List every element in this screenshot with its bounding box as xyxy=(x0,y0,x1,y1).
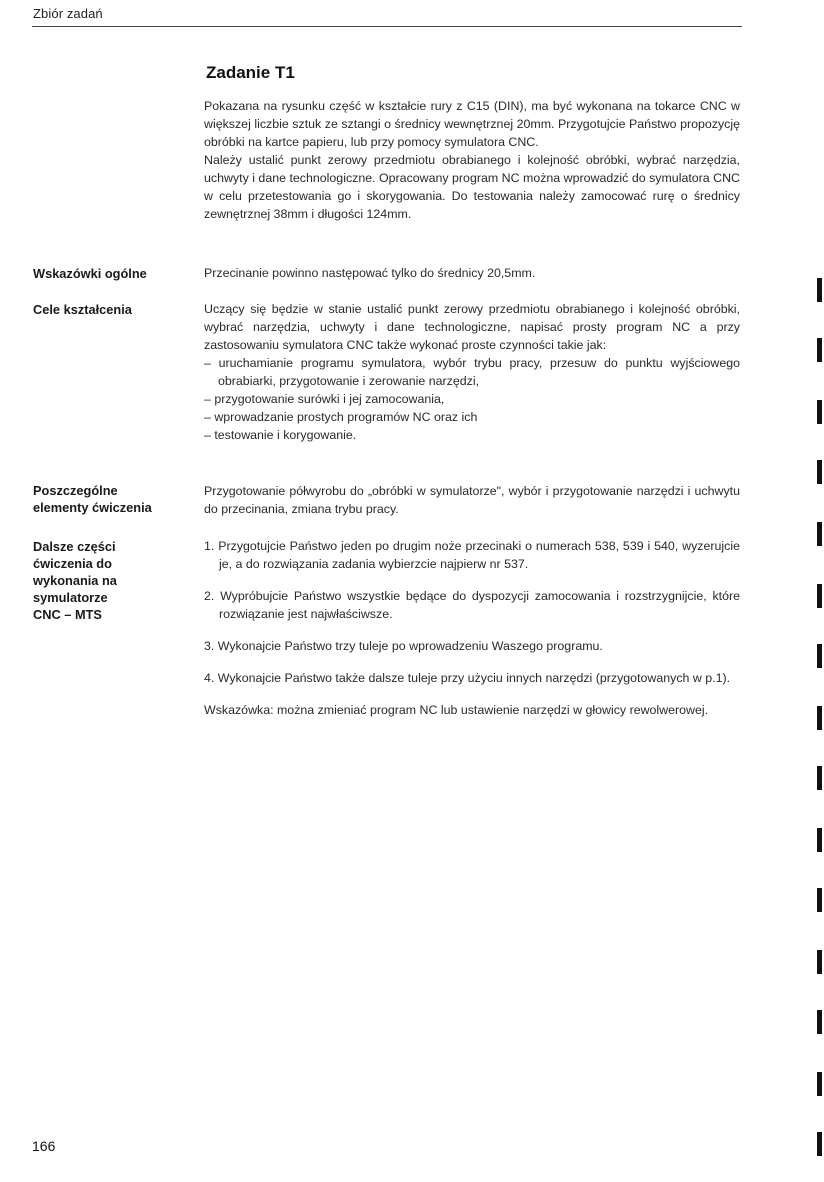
edge-mark xyxy=(817,400,822,424)
edge-mark xyxy=(817,1010,822,1034)
edge-mark xyxy=(817,706,822,730)
label-line: elementy ćwiczenia xyxy=(33,500,152,515)
page-number: 166 xyxy=(32,1138,56,1154)
label-learning-goals xyxy=(33,301,183,318)
label-general-guidelines-text: Wskazówki ogólne xyxy=(33,266,147,281)
label-line: symulatorze xyxy=(33,590,108,605)
edge-mark xyxy=(817,460,822,484)
edge-mark xyxy=(817,888,822,912)
label-line: wykonania na xyxy=(33,573,117,588)
running-head: Zbiór zadań xyxy=(33,6,103,21)
exercise-elements-text: Przygotowanie półwyrobu do „obróbki w symulatorze", wybór i przygotowanie narzędzi i uchwytu do przecinania, zmiana trybu pracy. xyxy=(204,484,740,516)
label-line: Poszczególne xyxy=(33,483,118,498)
edge-mark xyxy=(817,1072,822,1096)
label-general-guidelines xyxy=(33,265,183,282)
edge-mark xyxy=(817,522,822,546)
task-item: 1. Przygotujcie Państwo jeden po drugim noże przecinaki o numerach 538, 539 i 540, wyzerujcie je, a do rozwiązania zadania wybierzcie najpierw nr 537. xyxy=(204,539,740,571)
edge-mark xyxy=(817,644,822,668)
general-guidelines-text: Przecinanie powinno następować tylko do średnicy 20,5mm. xyxy=(204,266,536,280)
list-item: – uruchamianie programu symulatora, wybór trybu pracy, przesuw do punktu wyjściowego obrabiarki, przygotowanie i zerowanie narzędzi, xyxy=(204,356,740,388)
list-item: – wprowadzanie prostych programów NC oraz ich xyxy=(204,410,478,424)
exercise-elements-block xyxy=(204,482,740,518)
label-exercise-elements xyxy=(33,482,183,516)
list-item: – testowanie i korygowanie. xyxy=(204,428,357,442)
learning-goals-list xyxy=(204,354,740,444)
edge-mark xyxy=(817,950,822,974)
task-item: 2. Wypróbujcie Państwo wszystkie będące do dyspozycji zamocowania i rozstrzygnijcie, które rozwiązanie jest najwłaściwsze. xyxy=(204,589,740,621)
edge-mark xyxy=(817,584,822,608)
task-item: 3. Wykonajcie Państwo trzy tuleje po wprowadzeniu Waszego programu. xyxy=(204,639,603,653)
list-item: – przygotowanie surówki i jej zamocowania, xyxy=(204,392,445,406)
edge-mark xyxy=(817,1132,822,1156)
page-title: Zadanie T1 xyxy=(206,63,295,82)
learning-goals-text: Uczący się będzie w stanie ustalić punkt zerowy przedmiotu obrabianego i kolejność obróbki, wybrać narzędzia, uchwyty i dane technologiczne, napisać prosty program NC a przy zastosowaniu symulatora CNC także wykonać proste czynności takie jak: xyxy=(204,302,740,352)
general-guidelines-block xyxy=(204,264,740,282)
edge-marks xyxy=(817,0,824,1182)
label-line: ćwiczenia do xyxy=(33,556,112,571)
intro-paragraph-2: Należy ustalić punkt zerowy przedmiotu obrabianego i kolejność obróbki, wybrać narzędzia, uchwyty i dane technologiczne. Opracowany program NC można wprowadzić do symulatora CNC w celu przetestowania go i skorygowania. Do testowania należy zamocować rurę o średnicy zewnętrznej 38mm i długości 124mm. xyxy=(204,153,740,221)
header-rule xyxy=(32,26,742,27)
task-item: 4. Wykonajcie Państwo także dalsze tuleje przy użyciu innych narzędzi (przygotowanych w p.1). xyxy=(204,671,731,685)
label-line: CNC – MTS xyxy=(33,607,102,622)
note-text: Wskazówka: można zmieniać program NC lub ustawienie narzędzi w głowicy rewolwerowej. xyxy=(204,703,709,717)
label-learning-goals-text: Cele kształcenia xyxy=(33,302,132,317)
edge-mark xyxy=(817,338,822,362)
label-further-parts xyxy=(33,538,183,623)
edge-mark xyxy=(817,278,822,302)
further-parts-block xyxy=(204,537,740,719)
task-list xyxy=(204,537,740,687)
learning-goals-block xyxy=(204,300,740,444)
intro-block xyxy=(204,97,740,223)
label-line: Dalsze części xyxy=(33,539,116,554)
intro-paragraph-1: Pokazana na rysunku część w kształcie rury z C15 (DIN), ma być wykonana na tokarce CNC w większej liczbie sztuk ze sztangi o średnicy wewnętrznej 20mm. Przygotujcie Państwo propozycję obróbki na kartce papieru, lub przy pomocy symulatora CNC. xyxy=(204,99,740,149)
edge-mark xyxy=(817,828,822,852)
edge-mark xyxy=(817,766,822,790)
